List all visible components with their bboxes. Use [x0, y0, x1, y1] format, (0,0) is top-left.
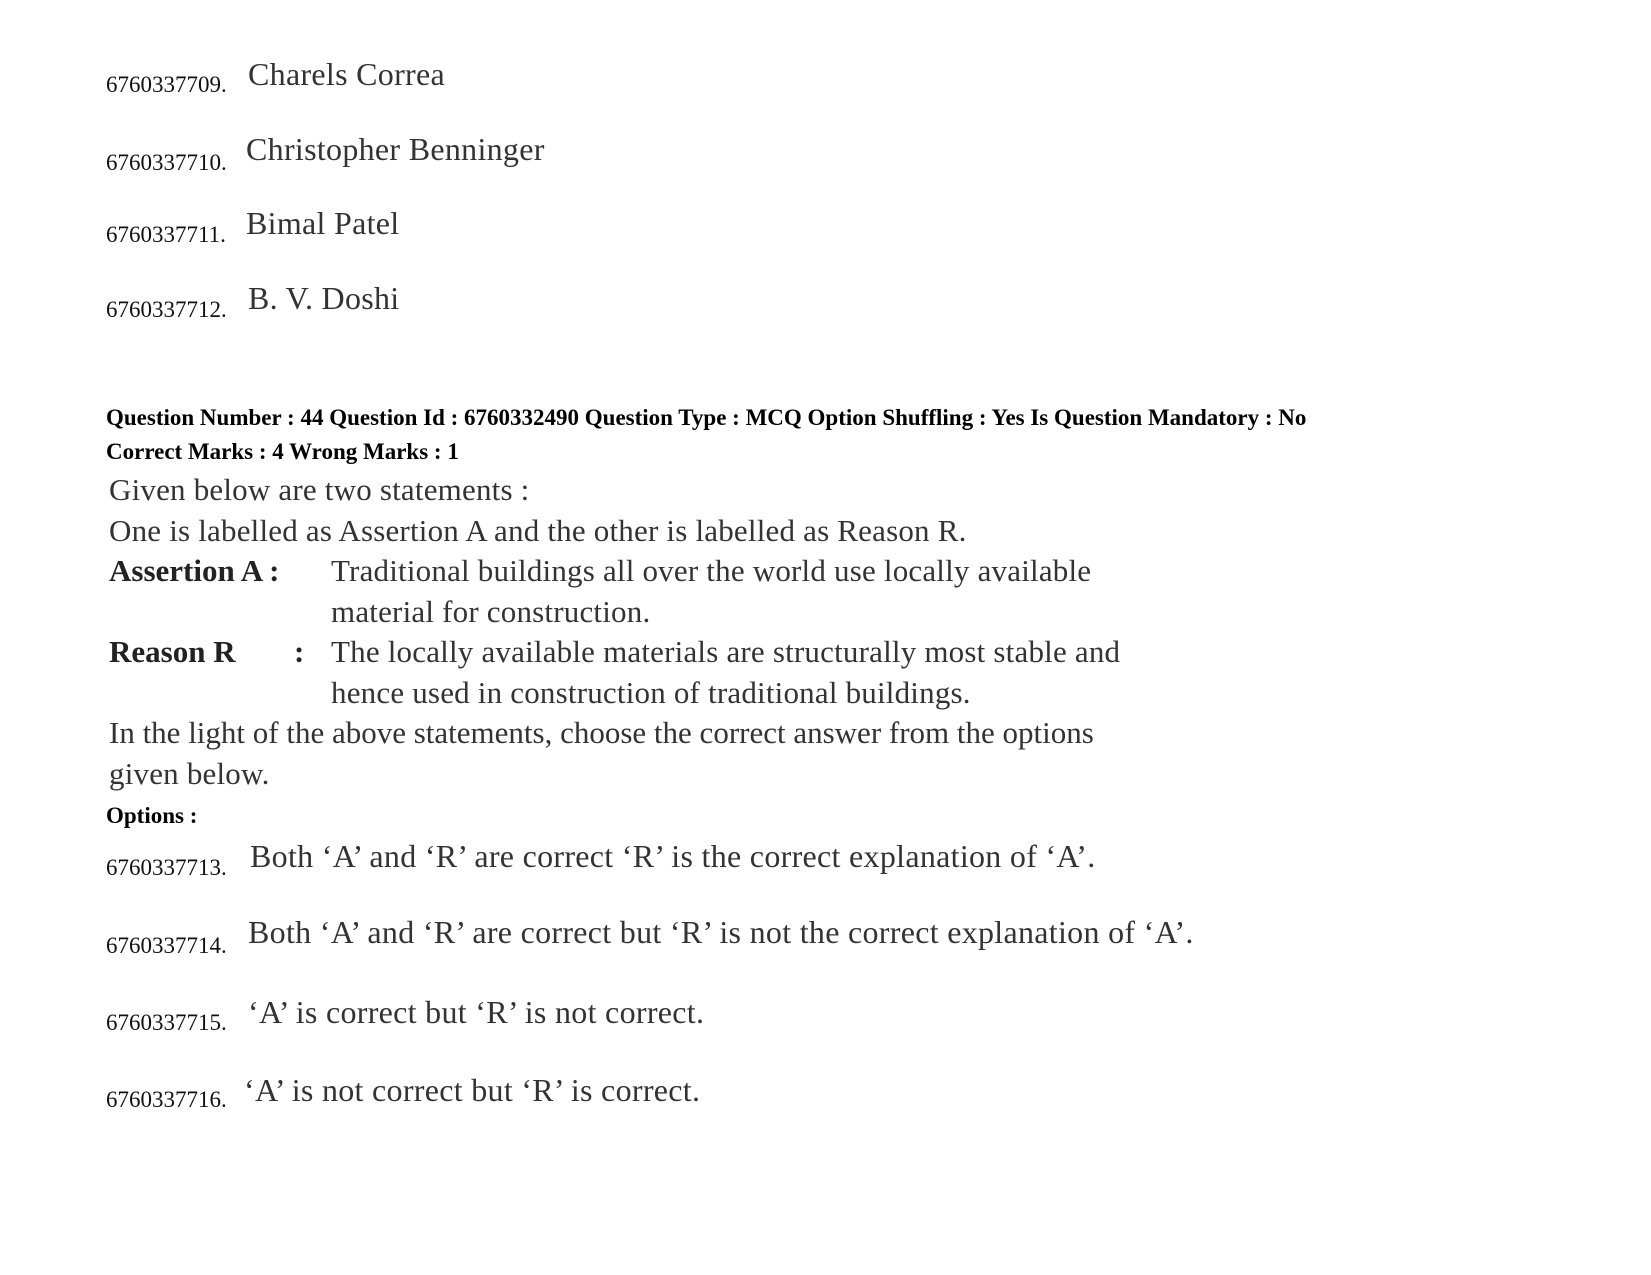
options-label: Options : [106, 803, 198, 828]
reason-label: Reason R [109, 634, 236, 669]
option-id: 6760337714. [106, 933, 227, 958]
option-text: ‘A’ is correct but ‘R’ is not correct. [248, 994, 705, 1030]
question-meta-line: Question Number : 44 Question Id : 6760332490 Question Type : MCQ Option Shuffling : Yes Is Question Mandatory : No [106, 405, 1307, 430]
option-text: ‘A’ is not correct but ‘R’ is correct. [244, 1072, 701, 1108]
reason-text: hence used in construction of traditional buildings. [331, 675, 971, 710]
option-text: Charels Correa [248, 56, 446, 92]
question-intro: Given below are two statements : [109, 472, 530, 507]
marks-line: Correct Marks : 4 Wrong Marks : 1 [106, 439, 459, 464]
question-instruction: given below. [109, 756, 270, 791]
reason-text: The locally available materials are structurally most stable and [331, 634, 1121, 669]
assertion-text: material for construction. [331, 594, 651, 629]
option-id: 6760337710. [106, 150, 227, 175]
option-id: 6760337716. [106, 1087, 227, 1112]
option-text: Bimal Patel [246, 205, 400, 241]
option-id: 6760337713. [106, 855, 227, 880]
option-id: 6760337712. [106, 297, 227, 322]
option-text: Christopher Benninger [246, 131, 545, 167]
option-text: Both ‘A’ and ‘R’ are correct ‘R’ is the correct explanation of ‘A’. [250, 838, 1096, 874]
reason-colon: : [294, 634, 305, 669]
question-instruction: In the light of the above statements, choose the correct answer from the options [109, 715, 1094, 750]
option-text: B. V. Doshi [248, 280, 400, 316]
assertion-text: Traditional buildings all over the world use locally available [331, 553, 1092, 588]
option-id: 6760337715. [106, 1010, 227, 1035]
option-id: 6760337711. [106, 222, 226, 247]
option-text: Both ‘A’ and ‘R’ are correct but ‘R’ is not the correct explanation of ‘A’. [248, 914, 1194, 950]
assertion-label: Assertion A : [109, 553, 280, 588]
question-intro: One is labelled as Assertion A and the other is labelled as Reason R. [109, 513, 967, 548]
option-id: 6760337709. [106, 72, 227, 97]
